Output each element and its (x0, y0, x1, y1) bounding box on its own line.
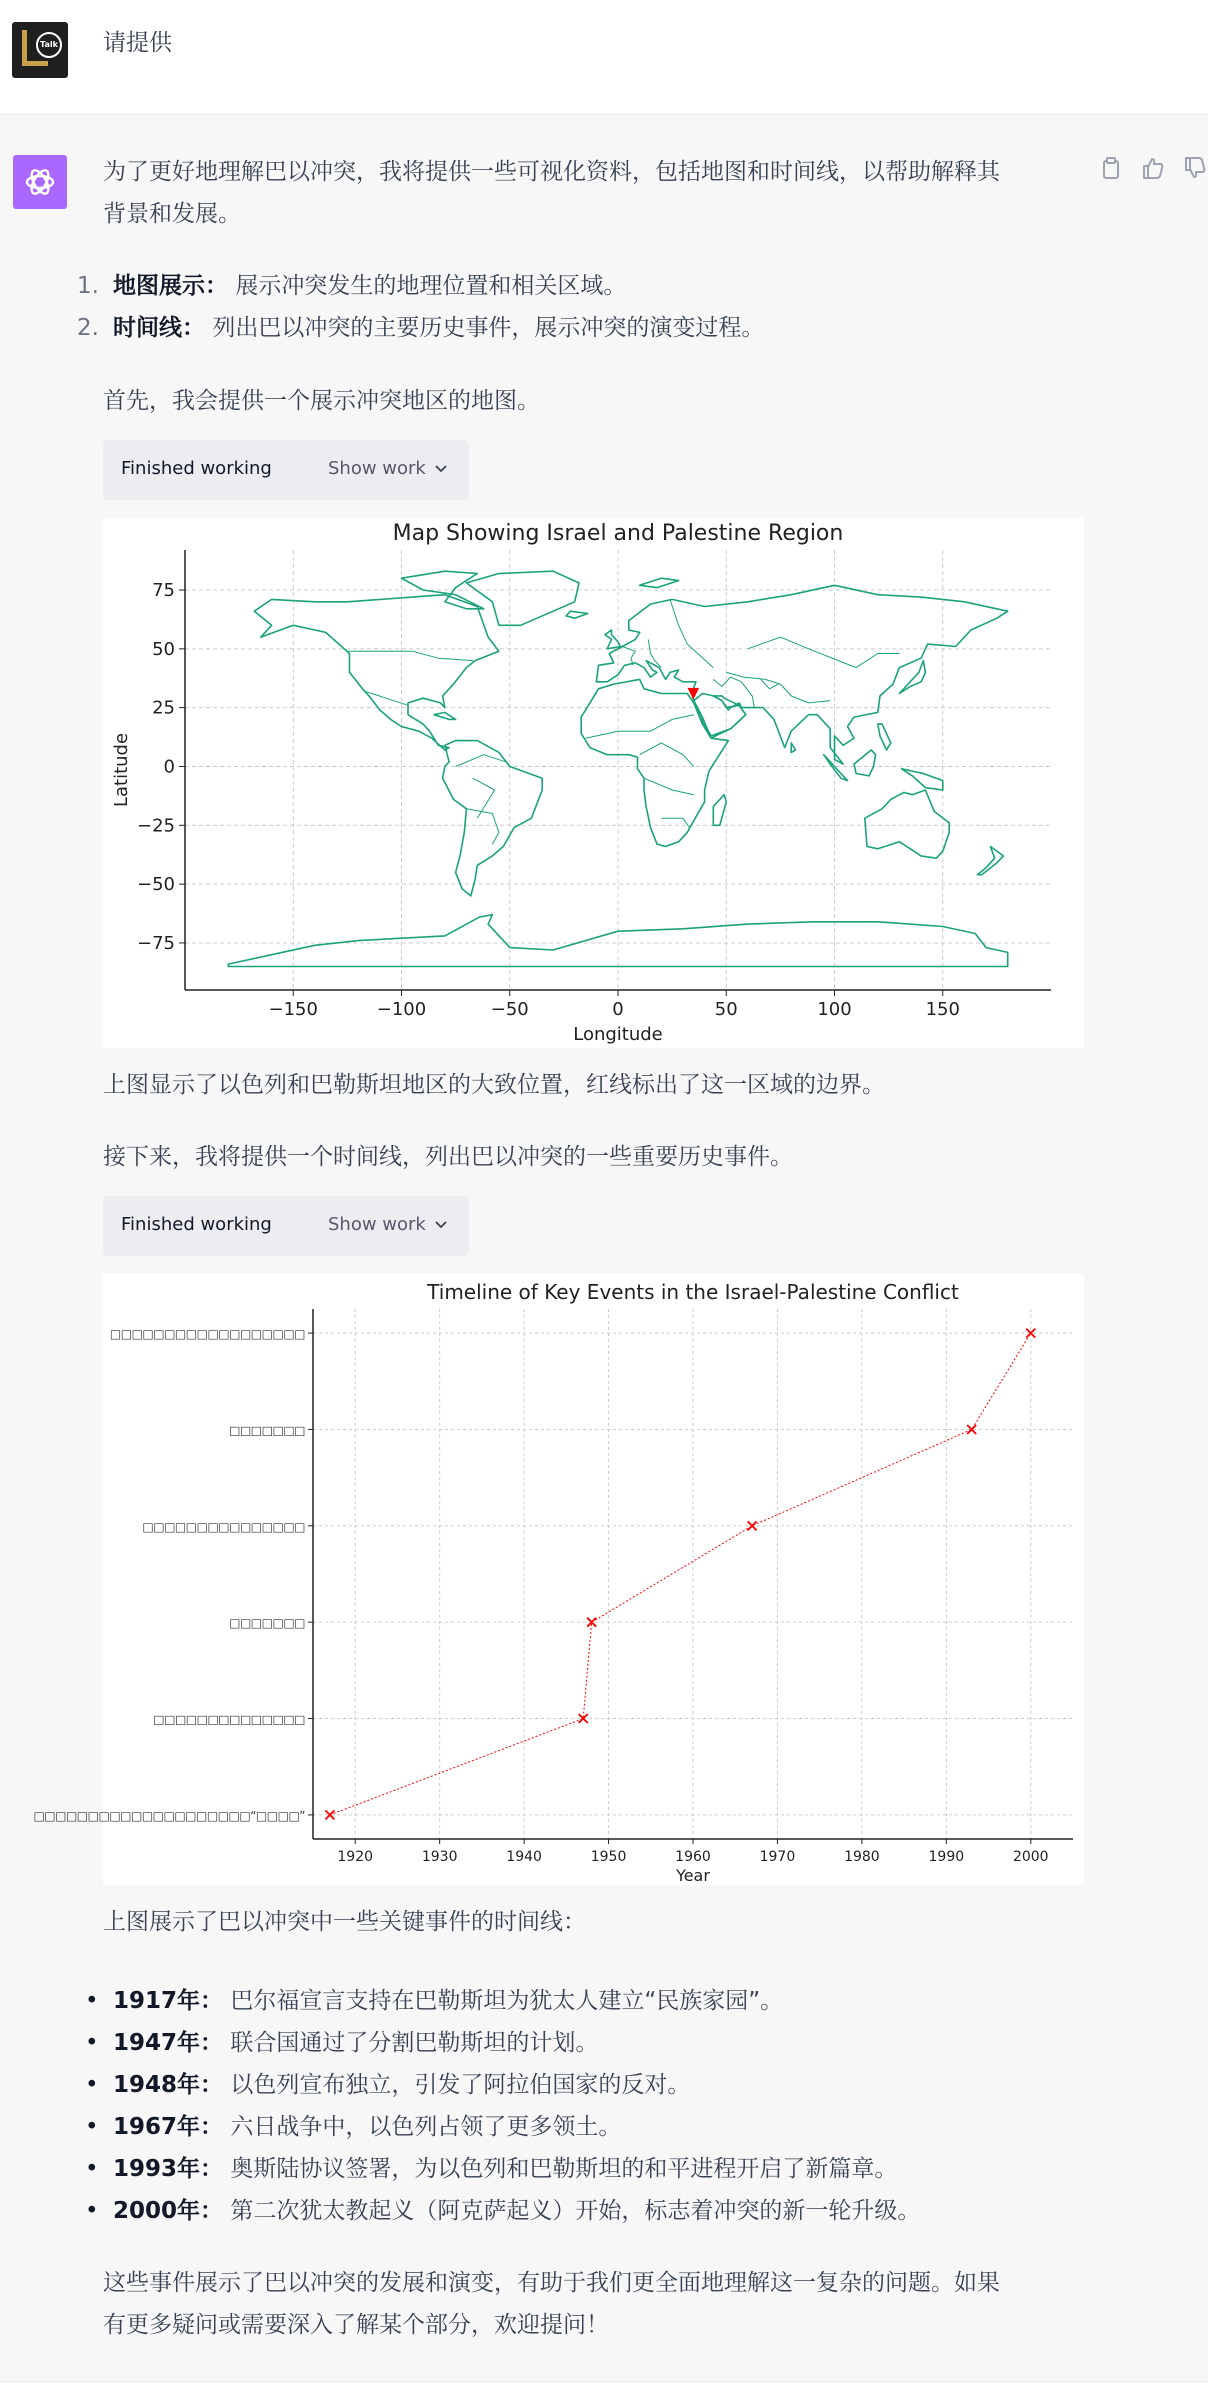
event-year: 2000年： (113, 2198, 224, 2224)
x-tick-label: 150 (925, 999, 960, 1020)
thumbs-down-icon[interactable] (1182, 155, 1208, 181)
event-year: 1947年： (113, 2030, 224, 2056)
land-new-guinea (902, 769, 943, 790)
land-uk (605, 630, 620, 649)
x-tick-label: 100 (817, 999, 852, 1020)
y-tick-label: □□□□□□□□□□□□□□ (153, 1712, 305, 1727)
event-text: 第二次犹太教起义（阿克萨起义）开始，标志着冲突的新一轮升级。 (230, 2198, 921, 2224)
event-list-item: • 2000年： 第二次犹太教起义（阿克萨起义）开始，标志着冲突的新一轮升级。 (85, 2198, 921, 2224)
land-australia (865, 790, 949, 858)
page-bottom (0, 2381, 1208, 2397)
event-year: 1917年： (113, 1988, 224, 2014)
x-tick-label: 1990 (928, 1849, 965, 1865)
land-africa (581, 679, 728, 846)
event-list-item: • 1948年： 以色列宣布独立，引发了阿拉伯国家的反对。 (85, 2072, 691, 2098)
work-status-label: Finished working (121, 1214, 272, 1235)
timeline-series-line (330, 1333, 1031, 1815)
list-item-title: 地图展示： (113, 273, 228, 299)
event-list-item: • 1917年： 巴尔福宣言支持在巴勒斯坦为犹太人建立“民族家园”。 (85, 1988, 784, 2014)
chevron-down-icon[interactable] (433, 1216, 449, 1232)
world-map-chart (103, 518, 1084, 1048)
user-message-text: 请提供 (103, 30, 172, 56)
x-axis-label: Year (676, 1866, 710, 1885)
event-text: 联合国通过了分割巴勒斯坦的计划。 (230, 2030, 599, 2056)
land-eurasia (596, 585, 1007, 764)
country-border (466, 809, 499, 844)
land-madagascar (713, 795, 726, 826)
x-tick-label: 0 (612, 999, 624, 1020)
x-axis-label: Longitude (573, 1024, 663, 1045)
y-tick-label: □□□□□□□ (229, 1616, 305, 1631)
event-year: 1948年： (113, 2072, 224, 2098)
timeline-figure (33, 1274, 1084, 1885)
y-tick-label: 0 (163, 756, 175, 778)
x-tick-label: −100 (376, 999, 427, 1020)
event-point (748, 1521, 757, 1530)
land-north-america (254, 595, 499, 750)
x-tick-label: 1920 (337, 1849, 374, 1865)
list-item-title: 时间线： (113, 315, 205, 341)
x-tick-label: 1970 (759, 1849, 796, 1865)
map-figure (103, 518, 1084, 1048)
list-item-text: 列出巴以冲突的主要历史事件，展示冲突的演变过程。 (212, 315, 765, 341)
y-tick-label: □□□□□□□□□□□□□□□□□□□□“□□□□” (33, 1808, 305, 1823)
event-text: 巴尔福宣言支持在巴勒斯坦为犹太人建立“民族家园”。 (230, 1988, 784, 2014)
map-caption-text: 上图显示了以色列和巴勒斯坦地区的大致位置，红线标出了这一区域的边界。 (103, 1072, 885, 1098)
timeline-caption-text: 上图展示了巴以冲突中一些关键事件的时间线： (103, 1909, 586, 1935)
x-tick-label: 50 (714, 999, 738, 1020)
closing-line-2: 有更多疑问或需要深入了解某个部分，欢迎提问！ (103, 2312, 609, 2338)
finished-working-panel[interactable] (103, 1196, 469, 1256)
x-tick-label: 2000 (1012, 1849, 1049, 1865)
country-border (644, 778, 694, 795)
user-message-row (0, 0, 1208, 115)
avatar-badge: Talk (36, 32, 62, 58)
land-borneo (854, 750, 876, 776)
finished-working-panel[interactable] (103, 440, 469, 500)
country-border (586, 715, 694, 739)
event-point (579, 1714, 588, 1723)
intro-line-2: 背景和发展。 (103, 201, 241, 227)
intro-line-1: 为了更好地理解巴以冲突，我将提供一些可视化资料，包括地图和时间线，以帮助解释其 (103, 159, 1000, 185)
land-sri-lanka (791, 743, 795, 753)
y-tick-label: □□□□□□□ (229, 1423, 305, 1438)
country-border (456, 755, 506, 767)
country-border (670, 599, 713, 667)
country-border (748, 637, 900, 668)
x-tick-label: −50 (490, 999, 529, 1020)
work-status-label: Finished working (121, 458, 272, 479)
timeline-intro-text: 接下来，我将提供一个时间线，列出巴以冲突的一些重要历史事件。 (103, 1144, 793, 1170)
x-tick-label: 1950 (590, 1849, 627, 1865)
x-tick-label: 1940 (506, 1849, 542, 1865)
y-tick-label: □□□□□□□□□□□□□□□□□□ (109, 1327, 305, 1342)
assistant-message-row (0, 115, 1208, 2381)
land-philippines (878, 724, 891, 750)
list-number: 1. (77, 273, 99, 299)
event-text: 奥斯陆协议签署，为以色列和巴勒斯坦的和平进程开启了新篇章。 (230, 2156, 898, 2182)
thumbs-up-icon[interactable] (1140, 155, 1166, 181)
timeline-chart (33, 1274, 1084, 1885)
y-tick-label: 75 (152, 580, 175, 601)
map-title: Map Showing Israel and Palestine Region (392, 521, 844, 546)
event-list-item: • 1947年： 联合国通过了分割巴勒斯坦的计划。 (85, 2030, 599, 2056)
land-new-zealand (977, 847, 1003, 875)
y-axis-label: Latitude (111, 732, 132, 808)
x-tick-label: 1980 (844, 1849, 880, 1865)
copy-icon[interactable] (1098, 155, 1124, 181)
y-tick-label: −50 (137, 874, 175, 896)
logo-icon (12, 22, 68, 78)
x-tick-label: 1960 (675, 1849, 711, 1865)
country-border (640, 743, 694, 767)
event-list-item: • 1967年： 六日战争中，以色列占领了更多领土。 (85, 2114, 622, 2140)
event-text: 以色列宣布独立，引发了阿拉伯国家的反对。 (230, 2072, 691, 2098)
closing-line-1: 这些事件展示了巴以冲突的发展和演变，有助于我们更全面地理解这一复杂的问题。如果 (103, 2270, 1000, 2296)
chevron-down-icon[interactable] (433, 460, 449, 476)
list-number: 2. (77, 315, 99, 341)
land-iceland (566, 611, 588, 618)
x-tick-label: 1930 (421, 1849, 458, 1865)
show-work-button[interactable]: Show work (328, 1214, 426, 1235)
list-item (77, 265, 627, 307)
y-tick-label: 25 (152, 697, 175, 719)
land-svalbard (640, 578, 679, 587)
country-border (726, 672, 830, 703)
y-tick-label: −75 (137, 932, 175, 954)
country-border (661, 818, 689, 827)
list-item-text: 展示冲突发生的地理位置和相关区域。 (235, 273, 627, 299)
land-sumatra (824, 755, 848, 781)
land-south-america (443, 741, 543, 896)
y-tick-label: □□□□□□□□□□□□□□□ (142, 1519, 305, 1534)
land-cuba (434, 712, 456, 719)
event-year: 1967年： (113, 2114, 224, 2140)
event-text: 六日战争中，以色列占领了更多领土。 (230, 2114, 622, 2140)
y-tick-label: −25 (137, 815, 175, 837)
y-tick-label: 50 (152, 638, 175, 660)
openai-icon (13, 155, 67, 209)
event-year: 1993年： (113, 2156, 224, 2182)
timeline-title: Timeline of Key Events in the Israel-Palestine Conflict (427, 1280, 959, 1304)
event-list-item: • 1993年： 奥斯陆协议签署，为以色列和巴勒斯坦的和平进程开启了新篇章。 (85, 2156, 898, 2182)
land-baffin-arctic (402, 571, 484, 609)
x-tick-label: −150 (268, 999, 318, 1020)
map-intro-text: 首先，我会提供一个展示冲突地区的地图。 (103, 388, 540, 414)
land-greenland (466, 571, 579, 625)
show-work-button[interactable]: Show work (328, 458, 426, 479)
list-item (77, 307, 765, 349)
country-border (347, 651, 473, 660)
